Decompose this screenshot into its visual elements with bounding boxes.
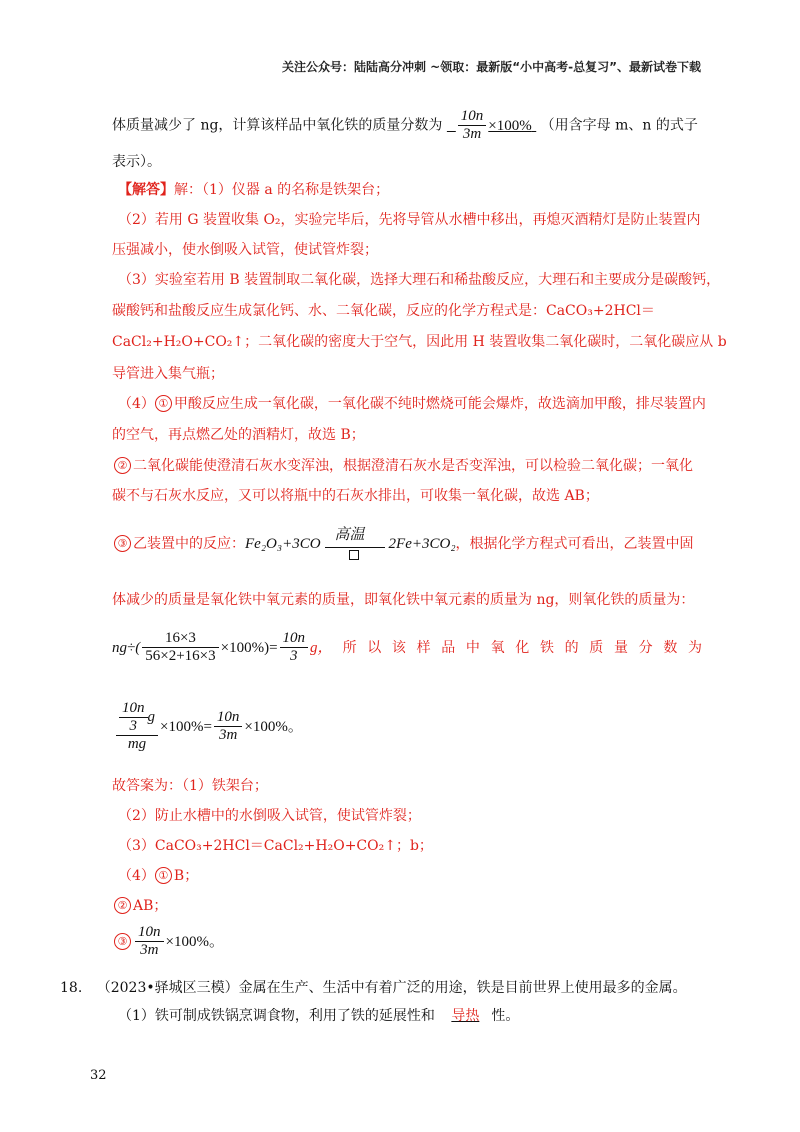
reaction-condition <box>321 524 389 564</box>
calculation-line <box>112 630 702 665</box>
fraction-denominator: 3m <box>140 942 159 958</box>
condition-text: 高温 <box>334 525 365 543</box>
calc-result-fraction <box>280 630 309 665</box>
circled-number-2: ② <box>114 457 131 474</box>
analysis-tag: 【解答】 <box>118 182 174 198</box>
result-fraction <box>214 709 243 744</box>
placeholder-box-icon <box>349 550 359 560</box>
inner-fraction <box>119 700 148 735</box>
answer-line-2: （2）防止水槽中的水倒吸入试管，使试管炸裂； <box>118 808 421 824</box>
analysis-line-1 <box>118 180 389 200</box>
circled-number-1: ① <box>155 395 172 412</box>
analysis-line-4: （3）实验室若用 B 装置制取二氧化碳，选择大理石和稀盐酸反应，大理石和主要成分是碳酸钙， <box>118 272 721 288</box>
circled-number-3: ③ <box>114 933 131 950</box>
analysis-text: 甲酸反应生成一氧化碳，一氧化碳不纯时燃烧可能会爆炸，故选滴加甲酸，排尽装置内 <box>173 396 706 412</box>
fraction-numerator: 10n <box>119 700 148 718</box>
answer-text: AB； <box>133 898 168 914</box>
analysis-text: 乙装置中的反应： <box>133 536 245 552</box>
fraction-denominator: 56×2+16×3 <box>145 648 216 664</box>
unit-g: g <box>147 709 155 725</box>
question-text-line2: 表示）。 <box>112 154 161 170</box>
analysis-line-2: （2）若用 G 装置收集 O₂，实验完毕后，先将导管从水槽中移出，再熄灭酒精灯是防止装置内 <box>118 212 701 228</box>
page-header: 关注公众号：陆陆高分冲刺 ~领取：最新版“小中高考-总复习”、最新试卷下载 <box>282 60 701 74</box>
answer-line-6 <box>114 924 224 959</box>
analysis-line-10 <box>114 456 693 476</box>
circled-number-3: ③ <box>114 535 131 552</box>
analysis-line-9: 的空气，再点燃乙处的酒精灯，故选 B； <box>112 427 365 443</box>
analysis-line-6: CaCl₂+H₂O+CO₂↑；二氧化碳的密度大于空气，因此用 H 装置收集二氧化碳时，二氧化碳应从 b <box>112 334 727 350</box>
answer-fraction <box>458 108 487 143</box>
continued-question-line <box>112 108 698 143</box>
analysis-line-11: 碳不与石灰水反应，又可以将瓶中的石灰水排出，可收集一氧化碳，故选 AB； <box>112 488 599 504</box>
fraction-numerator: 10n <box>135 924 164 942</box>
analysis-equation-line <box>114 522 694 566</box>
fraction-numerator: 10n <box>214 709 243 727</box>
answer-line-5 <box>114 896 167 916</box>
answer-line-3: （3）CaCO₃+2HCl＝CaCl₂+H₂O+CO₂↑；b； <box>118 838 433 854</box>
fraction-numerator: 10n <box>458 108 487 126</box>
calc-fraction <box>142 630 218 665</box>
analysis-line-5: 碳酸钙和盐酸反应生成氯化钙、水、二氧化碳，反应的化学方程式是：CaCO₃+2HCl＝ <box>112 303 655 319</box>
compound-numerator <box>116 700 158 736</box>
question-text: （1）铁可制成铁锅烹调食物，利用了铁的延展性和 <box>118 1008 435 1024</box>
percent-factor: ×100% <box>488 117 532 134</box>
percent-factor: ×100%= <box>160 718 212 735</box>
analysis-text: ，根据化学方程式可看出，乙装置中固 <box>455 536 694 552</box>
calc-lhs: ng÷( <box>112 639 141 656</box>
percent-factor: ×100%。 <box>165 933 224 950</box>
circled-number-2: ② <box>114 897 131 914</box>
page-number: 32 <box>90 1068 107 1083</box>
fraction-denominator: 3m <box>219 727 238 743</box>
question-text-suffix: 性。 <box>491 1008 520 1024</box>
mass-fraction-line <box>114 700 303 753</box>
analysis-text: 二氧化碳能使澄清石灰水变浑浊，根据澄清石灰水是否变浑浊，可以检验二氧化碳；一氧化 <box>133 458 693 474</box>
analysis-text: 所以该样品中氧化铁的质量分数为 <box>342 639 702 656</box>
answer-blank <box>439 1008 491 1024</box>
compound-fraction <box>116 700 158 753</box>
question-18 <box>60 978 687 998</box>
circled-number-1: ① <box>155 867 172 884</box>
fraction-denominator: 3 <box>129 718 137 734</box>
analysis-line-13: 体减少的质量是氧化铁中氧元素的质量，即氧化铁中氧元素的质量为 ng，则氧化铁的质量为： <box>112 592 695 608</box>
percent-factor-end: ×100%。 <box>244 718 303 735</box>
question-text: 体质量减少了 ng，计算该样品中氧化铁的质量分数为 <box>112 117 443 134</box>
analysis-text: 解：（1）仪器 a 的名称是铁架台； <box>174 182 390 198</box>
equation-arrow <box>325 547 385 548</box>
fraction-denominator: mg <box>127 736 147 752</box>
answer-value: 导热 <box>451 1008 480 1024</box>
answer-line-4 <box>118 866 198 886</box>
answer-line-1: 故答案为：（1）铁架台； <box>112 778 268 794</box>
calc-unit: g， <box>310 639 333 656</box>
fraction-denominator: 3m <box>462 126 482 142</box>
fraction-numerator: 16×3 <box>142 630 218 648</box>
question-18-sub-1 <box>118 1006 519 1026</box>
equation-products: 2Fe+3CO₂ <box>388 536 456 552</box>
item-number: （4） <box>118 868 155 884</box>
answer-fraction <box>135 924 164 959</box>
analysis-line-3: 压强减小，使水倒吸入试管，使试管炸裂； <box>112 242 378 258</box>
analysis-line-8 <box>118 394 706 414</box>
fraction-denominator: 3 <box>290 648 298 664</box>
answer-blank <box>447 108 536 142</box>
answer-text: B； <box>173 868 199 884</box>
equation-reactants: Fe₂O₃+3CO <box>245 536 321 552</box>
question-number: 18. <box>60 980 83 996</box>
question-text-suffix: （用含字母 m、n 的式子 <box>540 117 698 134</box>
fraction-numerator: 10n <box>280 630 309 648</box>
analysis-line-7: 导管进入集气瓶； <box>112 366 224 382</box>
item-number: （4） <box>118 396 155 412</box>
question-text: （2023•驿城区三模）金属在生产、生活中有着广泛的用途，铁是目前世界上使用最多的金属。 <box>96 980 687 996</box>
calc-mid: ×100%)= <box>220 639 278 656</box>
